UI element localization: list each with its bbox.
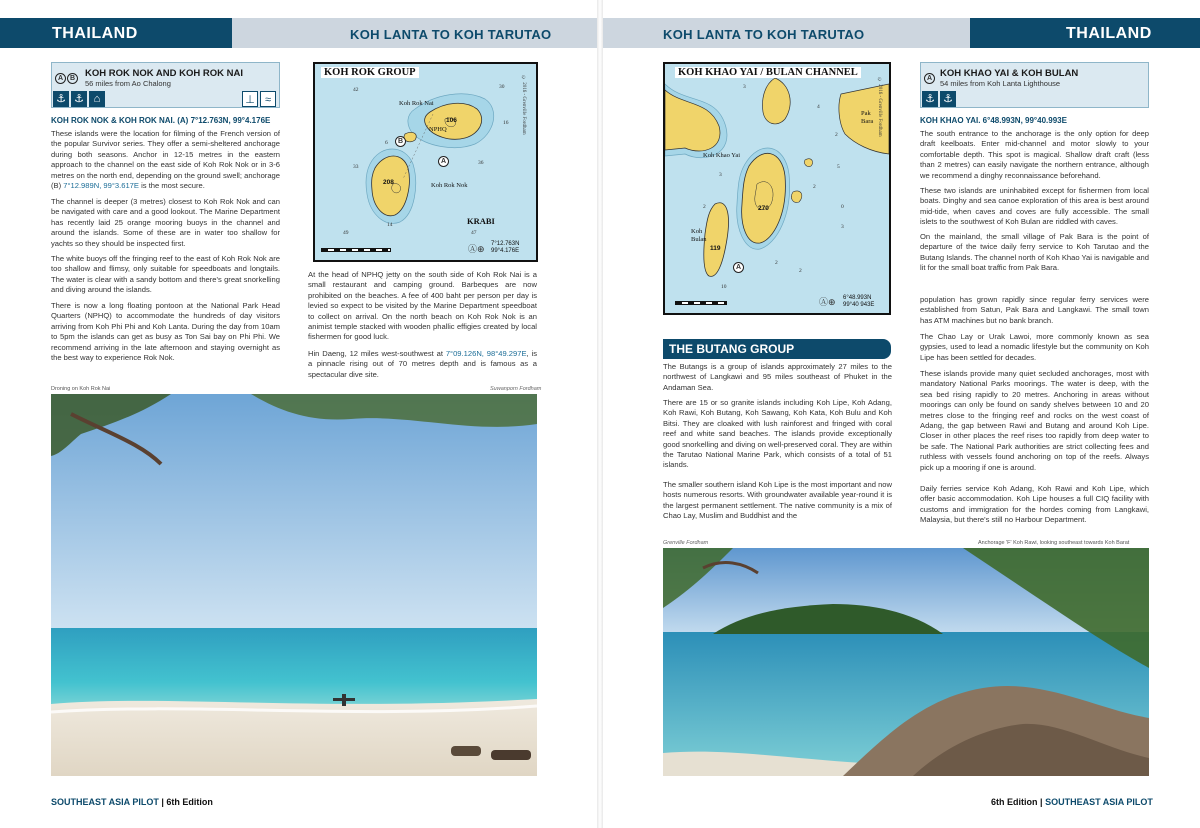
anchorage-subtitle: 56 miles from Ao Chalong xyxy=(85,79,171,88)
section-title-coord: 7°12.763N, 99°4.176E xyxy=(190,116,271,125)
map-coord-line: 6°48.993N xyxy=(843,295,872,301)
snorkel-icon: ≈ xyxy=(260,91,276,107)
right-footer xyxy=(991,797,1153,807)
anchorage-box-khao-yai xyxy=(920,62,1149,108)
anchorage-markers xyxy=(924,67,936,85)
map-label-pak-bara: Pak Bara xyxy=(861,110,874,125)
map-depth: 4 xyxy=(817,104,820,110)
left-footer xyxy=(51,797,213,807)
paragraph-anchorages: These islands provide many quiet secluded anchorages, most with mandatory National Parks moorings. The water is deep, with the sea bed rising rapidly to 20 metres. Anchoring in areas without moorings can only be found on sandy shelves between 10 and 20 metres close to the fringing reef and rocks on the west coast of Adang, the gap between Rawi and Butang and around Koh Lipe. Closer in other places the reef rises too rapidly from deep water to be safe. The National Park authorities are strict collecting fees and ruthless with vessels found anchoring on top of the reefs. Always pick up a mooring if one is around. xyxy=(920,369,1149,472)
photo-drone-beach xyxy=(51,394,537,776)
map-depth: 36 xyxy=(478,160,484,166)
paragraph-hin-daeng xyxy=(308,349,537,380)
anchorage-title: KOH ROK NOK AND KOH ROK NAI xyxy=(85,68,243,79)
map-depth: 14 xyxy=(387,222,393,228)
map-depth: 2 xyxy=(799,268,802,274)
map-coord-block xyxy=(843,295,874,309)
map-depth: 2 xyxy=(835,132,838,138)
map-koh-rok-credit: © 2016 - Grenville Fordham xyxy=(521,76,526,135)
paragraph-chao-lay: The Chao Lay or Urak Lawoi, more commonly known as sea gypsies, used to lead a nomadic lifestyle but the community on Koh Lipe has been settled for decades. xyxy=(920,332,1149,362)
anchorage-markers xyxy=(55,67,79,85)
map-khao-yai-title: KOH KHAO YAI / BULAN CHANNEL xyxy=(675,67,861,78)
paragraph-text: is the most secure. xyxy=(138,181,205,191)
paragraph-pak-bara: On the mainland, the small village of Pak Bara is the point of departure of the twice daily ferry service to Koh Tarutao and the Butang Islands. The channel north of Koh Khao Yai is navigable and lit for the small boat traffic from Pak Bara. xyxy=(920,232,1149,273)
map-peak-270: 270 xyxy=(758,205,769,212)
anchorage-icons xyxy=(53,91,105,107)
paragraph-text: These islands were the location for filming of the French version of the popular Survivor series. They offer a semi-sheltered anchorage during both seasons. Anchor in 12-15 metres in the eastern approach to the channel on the east side of Koh Rok Nok or in 3-6 metres on the north end, depending on the ground swell; anchorage (B) xyxy=(51,129,280,191)
map-depth: 33 xyxy=(353,164,359,170)
map-depth: 49 xyxy=(343,230,349,236)
paragraph-white-buoys: The white buoys off the fringing reef to the east of Koh Rok Nok are too shallow and flimsy, only suitable for speedboats and longtails. The water is clear with a sandy bottom and there's great snorkelling and diving around the islands. xyxy=(51,254,280,295)
right-header-route: KOH LANTA TO KOH TARUTAO xyxy=(663,27,865,42)
anchorage-subtitle: 54 miles from Koh Lanta Lighthouse xyxy=(940,79,1061,88)
map-depth: 47 xyxy=(471,230,477,236)
paragraph-pontoon: There is now a long floating pontoon at the National Park Head Quarters (NPHQ) to accommodate the hundreds of day visitors arriving from Koh Phi Phi and Koh Lanta. During the day from 10am to 5pm the islands can get as busy as Ton Sai bay on Phi Phi. We recommend arriving in the late afternoon and staying overnight as the best way to experience Rok Nok. xyxy=(51,301,280,363)
paragraph-butang-intro: The Butangs is a group of islands approximately 27 miles to the northwest of Langkawi and 95 miles southeast of Phuket in the Andaman Sea. xyxy=(663,362,892,392)
footer-divider: | xyxy=(1040,797,1043,807)
anchorage-box-koh-rok xyxy=(51,62,280,108)
map-marker-a: A xyxy=(733,262,744,273)
paragraph-butang-islands: There are 15 or so granite islands including Koh Lipe, Koh Adang, Koh Rawi, Koh Butang, Koh Sawang, Koh Kata, Koh Bulu and Koh Bitsi. They are cloaked with lush rainforest and fringed with coral reef and white sand beaches. The islands provide exceptionally good snorkelling and diving on well-preserved coral. They are within the Tarutao National Marine Park, which consists of a total of 51 islands. xyxy=(663,398,892,470)
anchorage-title: KOH KHAO YAI & KOH BULAN xyxy=(940,68,1079,79)
map-depth: 30 xyxy=(499,84,505,90)
anchor-icon: ⚓ xyxy=(53,91,69,107)
map-target-icon: Ⓐ⊕ xyxy=(468,244,485,254)
paragraph-population: population has grown rapidly since regular ferry services were established from Satun, Pak Bara and Langkawi. The small town has ATM machines but no bank branch. xyxy=(920,295,1149,325)
mooring-icon: ⊥ xyxy=(242,91,258,107)
footer-edition: 6th Edition xyxy=(991,797,1038,807)
map-coord-block xyxy=(491,241,519,255)
map-koh-rok-group xyxy=(313,62,538,262)
map-peak-119: 119 xyxy=(710,245,721,252)
section-title-koh-rok xyxy=(51,116,270,125)
map-depth: 0 xyxy=(841,204,844,210)
paragraph-uninhabited: These two islands are uninhabited except for fishermen from local boats. Dinghy and sea canoe exploration of this area is best around mid-tide, when caves and coves are fully accessible. The small islets to the southwest of Koh Bulan are riddled with caves. xyxy=(920,186,1149,227)
paragraph-koh-lipe: The smaller southern island Koh Lipe is the most important and now hosts numerous resorts. With groundwater available year-round it is the largest permanent settlement. The native community is a mix of Chao Lay, Muslim and Buddhist and the xyxy=(663,480,892,521)
map-depth: 16 xyxy=(503,120,509,126)
map-peak-106: 106 xyxy=(446,117,457,124)
left-header-route: KOH LANTA TO KOH TARUTAO xyxy=(350,27,552,42)
home-icon: ⌂ xyxy=(89,91,105,107)
anchor-icon: ⚓ xyxy=(940,91,956,107)
coord-link: 7°09.126N, 98°49.297E xyxy=(445,349,527,358)
marker-b: B xyxy=(67,73,78,84)
map-label-krabi: KRABI xyxy=(467,216,495,226)
marker-a: A xyxy=(55,73,66,84)
map-depth: 3 xyxy=(743,84,746,90)
map-depth: 3 xyxy=(841,224,844,230)
page-spine xyxy=(597,0,603,828)
map-scale-bar xyxy=(321,248,391,252)
left-header-country: THAILAND xyxy=(52,25,138,42)
paragraph-daily-ferries: Daily ferries service Koh Adang, Koh Rawi and Koh Lipe, which offer basic accommodation. Koh Lipe houses a full CIQ facility with customs and immigration for the hordes coming from Langkawi, Malaysia, but there's still no Harbour Department. xyxy=(920,484,1149,525)
map-marker-b: B xyxy=(395,136,406,147)
photo-caption-left: Droning on Koh Rok Nai xyxy=(51,386,111,392)
paragraph-survivor xyxy=(51,129,280,191)
map-depth: 2 xyxy=(703,204,706,210)
paragraph-nphq-jetty: At the head of NPHQ jetty on the south side of Koh Rok Nai is a small restaurant and camping ground. Barbeques are now prohibited on the beaches. A fee of 400 baht per person per day is levied so expect to be visited by the Marine Department speedboat to collect on arrival. On the north beach on Koh Rok Nok is an animist temple stacked with wooden phallic effigies created by local fishermen for good luck. xyxy=(308,270,537,342)
paragraph-south-entrance: The south entrance to the anchorage is the only option for deep draft keelboats. Enter mid-channel and motor slowly to your comfortable depth. This spot is magical. Shallow draft craft (less than 2 metres) can easily navigate the northern entrance, although we recommend a dinghy reconnaissance beforehand. xyxy=(920,129,1149,180)
map-coord-line: 99°4.176E xyxy=(491,248,520,254)
map-label-koh-khao-yai: Koh Khao Yai xyxy=(703,152,741,159)
anchorage-icons xyxy=(922,91,956,107)
map-depth: 5 xyxy=(837,164,840,170)
map-koh-khao-yai-art xyxy=(665,64,889,313)
map-depth: 42 xyxy=(353,87,359,93)
map-label-koh-rok-nai: Koh Rok Nai xyxy=(399,100,434,107)
map-depth: 10 xyxy=(721,284,727,290)
map-label-nphq: NPHQ xyxy=(429,126,447,133)
marker-a: A xyxy=(924,73,935,84)
section-title-khao-yai: KOH KHAO YAI. 6°48.993N, 99°40.993E xyxy=(920,116,1067,125)
anchor-icon: ⚓ xyxy=(922,91,938,107)
map-peak-208: 208 xyxy=(383,179,394,186)
map-depth: 6 xyxy=(385,140,388,146)
photo-credit-left: Suwanporn Fordham xyxy=(490,386,542,392)
anchor-icon: ⚓ xyxy=(71,91,87,107)
map-marker-a: A xyxy=(438,156,449,167)
photo-caption-right: Anchorage 'F' Koh Rawi, looking southeast towards Koh Barat xyxy=(978,540,1130,546)
footer-title: SOUTHEAST ASIA PILOT xyxy=(1045,797,1153,807)
map-coord-line: 7°12.763N xyxy=(491,241,520,247)
map-koh-khao-yai xyxy=(663,62,891,315)
right-header-country: THAILAND xyxy=(1066,25,1152,42)
map-depth: 2 xyxy=(775,260,778,266)
section-heading-butang: THE BUTANG GROUP xyxy=(663,339,891,359)
paragraph-text: , is a pinnacle rising out of 70 metres depth and is famous as a spectacular dive site. xyxy=(308,349,537,379)
map-scale-bar xyxy=(675,301,727,305)
photo-credit-right: Grenville Fordham xyxy=(663,540,709,546)
map-label-koh-bulan: Koh Bulan xyxy=(691,228,707,243)
coord-link: 7°12.989N, 99°3.617E xyxy=(63,181,139,191)
photo-koh-rawi xyxy=(663,548,1149,776)
footer-divider: | xyxy=(161,797,164,807)
section-title-prefix: KOH ROK NOK & KOH ROK NAI. (A) xyxy=(51,116,191,125)
footer-edition: 6th Edition xyxy=(166,797,213,807)
paragraph-text: Hin Daeng, 12 miles west-southwest at xyxy=(308,349,446,358)
map-target-icon: Ⓐ⊕ xyxy=(819,297,836,307)
map-depth: 3 xyxy=(719,172,722,178)
map-koh-rok-title: KOH ROK GROUP xyxy=(321,67,419,78)
paragraph-channel: The channel is deeper (3 metres) closest to Koh Rok Nok and can be navigated with care and a good lookout. The Marine Department has recently laid 25 orange mooring buoys in the channel and around the islands. Some of these are in water too shallow for yachts so they should be inspected first. xyxy=(51,197,280,248)
map-khao-yai-credit: © 2016 - Grenville Fordham xyxy=(877,78,882,137)
anchorage-right-icons xyxy=(242,91,276,107)
map-label-koh-rok-nok: Koh Rok Nok xyxy=(431,182,468,189)
footer-title: SOUTHEAST ASIA PILOT xyxy=(51,797,159,807)
map-depth: 2 xyxy=(813,184,816,190)
map-coord-line: 99°40 943E xyxy=(843,302,875,308)
